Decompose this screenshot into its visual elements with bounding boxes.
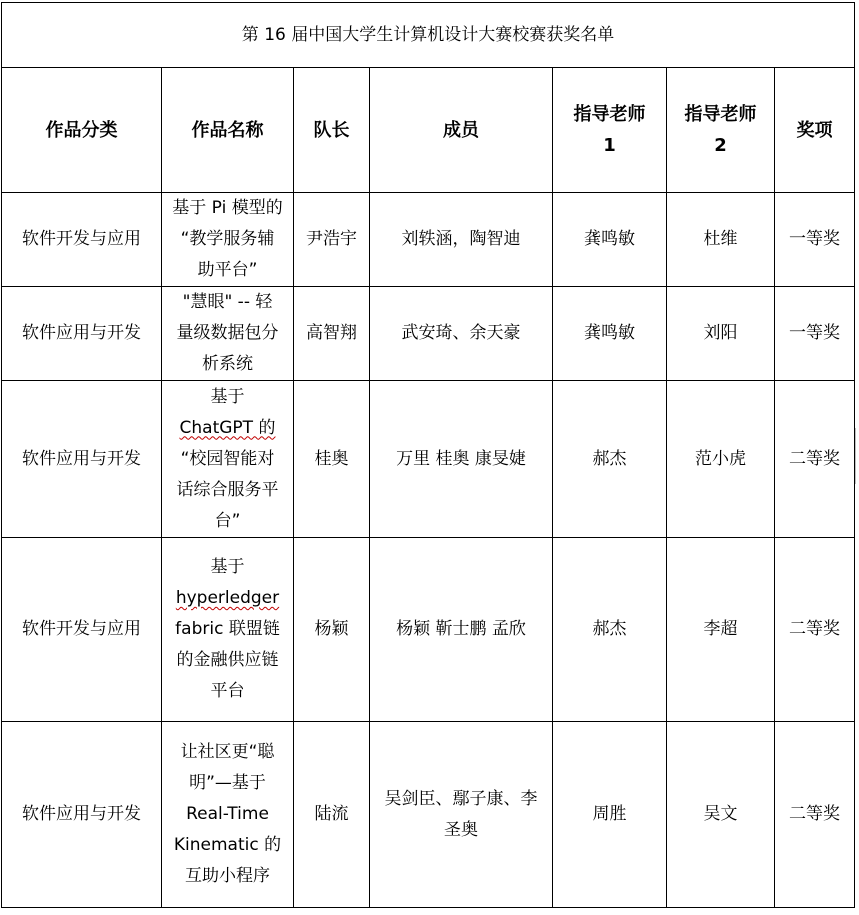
work-name-line: hyperledger	[175, 588, 280, 608]
cell-members: 刘轶涵，陶智迪	[370, 193, 553, 287]
work-name-line: 量级数据包分	[176, 323, 279, 343]
work-name-line: “教学服务辅	[180, 229, 275, 249]
title-row	[2, 3, 855, 68]
work-name-line: 基于	[210, 557, 245, 577]
awards-table	[1, 2, 855, 908]
work-name-line: ChatGPT 的	[179, 417, 276, 438]
work-name-line: Real-Time	[186, 804, 269, 824]
work-name-line: 的金融供应链	[176, 650, 279, 670]
work-name-line: Kinematic 的	[173, 835, 282, 855]
cell-advisor-2: 李超	[667, 538, 775, 722]
header-advisor-1	[553, 68, 667, 193]
cell-advisor-1: 周胜	[553, 722, 667, 908]
cell-award: 二等奖	[775, 538, 855, 722]
cell-captain: 尹浩宇	[294, 193, 370, 287]
cell-captain: 高智翔	[294, 287, 370, 381]
cell-category: 软件应用与开发	[2, 381, 162, 538]
work-name-line: 让社区更“聪	[180, 742, 275, 762]
cell-captain: 杨颖	[294, 538, 370, 722]
header-advisor-2	[667, 68, 775, 193]
header-advisor-1-line2: 1	[603, 135, 616, 156]
work-name-line: 明”—基于	[189, 773, 266, 793]
cell-work-name	[162, 287, 294, 381]
work-name-line: 基于 Pi 模型的	[172, 198, 283, 218]
cell-captain: 桂奥	[294, 381, 370, 538]
cell-members: 杨颖 靳士鹏 孟欣	[370, 538, 553, 722]
cell-category: 软件应用与开发	[2, 722, 162, 908]
table-row	[2, 722, 855, 908]
cell-category: 软件应用与开发	[2, 287, 162, 381]
work-name-line: “校园智能对	[180, 448, 275, 469]
work-name-line: 析系统	[202, 354, 253, 374]
cell-captain: 陆流	[294, 722, 370, 908]
header-category: 作品分类	[2, 68, 162, 193]
work-name-line: 平台	[210, 681, 245, 701]
work-name-line: 话综合服务平	[176, 479, 279, 500]
cell-members: 万里 桂奥 康旻婕	[370, 381, 553, 538]
cell-advisor-1: 龚鸣敏	[553, 193, 667, 287]
cell-members	[370, 722, 553, 908]
cell-advisor-2: 杜维	[667, 193, 775, 287]
cell-category: 软件开发与应用	[2, 538, 162, 722]
header-row	[2, 68, 855, 193]
header-captain: 队长	[294, 68, 370, 193]
cell-award: 二等奖	[775, 722, 855, 908]
header-advisor-2-line1: 指导老师	[684, 104, 757, 125]
work-name-line: 基于	[210, 386, 245, 407]
cell-advisor-1: 郝杰	[553, 381, 667, 538]
header-award: 奖项	[775, 68, 855, 193]
cell-work-name	[162, 722, 294, 908]
cell-advisor-2: 刘阳	[667, 287, 775, 381]
cell-award: 二等奖	[775, 381, 855, 538]
cell-category: 软件开发与应用	[2, 193, 162, 287]
members-line: 圣奥	[444, 819, 478, 840]
work-name-line: "慧眼" -- 轻	[182, 292, 273, 312]
table-row	[2, 381, 855, 538]
cell-members: 武安琦、余天豪	[370, 287, 553, 381]
header-advisor-1-line1: 指导老师	[573, 104, 646, 125]
members-line: 吴剑臣、鄢子康、李	[384, 788, 538, 809]
cell-work-name	[162, 193, 294, 287]
cell-advisor-2: 范小虎	[667, 381, 775, 538]
table-row	[2, 287, 855, 381]
cell-award: 一等奖	[775, 287, 855, 381]
cell-work-name	[162, 538, 294, 722]
page-edge-marker	[855, 428, 859, 484]
work-name-line: 互助小程序	[185, 866, 270, 886]
work-name-line: fabric 联盟链	[175, 619, 280, 639]
header-work-name: 作品名称	[162, 68, 294, 193]
header-members: 成员	[370, 68, 553, 193]
header-advisor-2-line2: 2	[714, 135, 727, 156]
cell-work-name	[162, 381, 294, 538]
cell-advisor-2: 吴文	[667, 722, 775, 908]
cell-advisor-1: 龚鸣敏	[553, 287, 667, 381]
table-row	[2, 538, 855, 722]
table-row	[2, 193, 855, 287]
cell-award: 一等奖	[775, 193, 855, 287]
work-name-line: 助平台”	[197, 260, 258, 280]
work-name-line: 台”	[214, 510, 241, 531]
cell-advisor-1: 郝杰	[553, 538, 667, 722]
table-title: 第 16 届中国大学生计算机设计大赛校赛获奖名单	[2, 3, 855, 68]
